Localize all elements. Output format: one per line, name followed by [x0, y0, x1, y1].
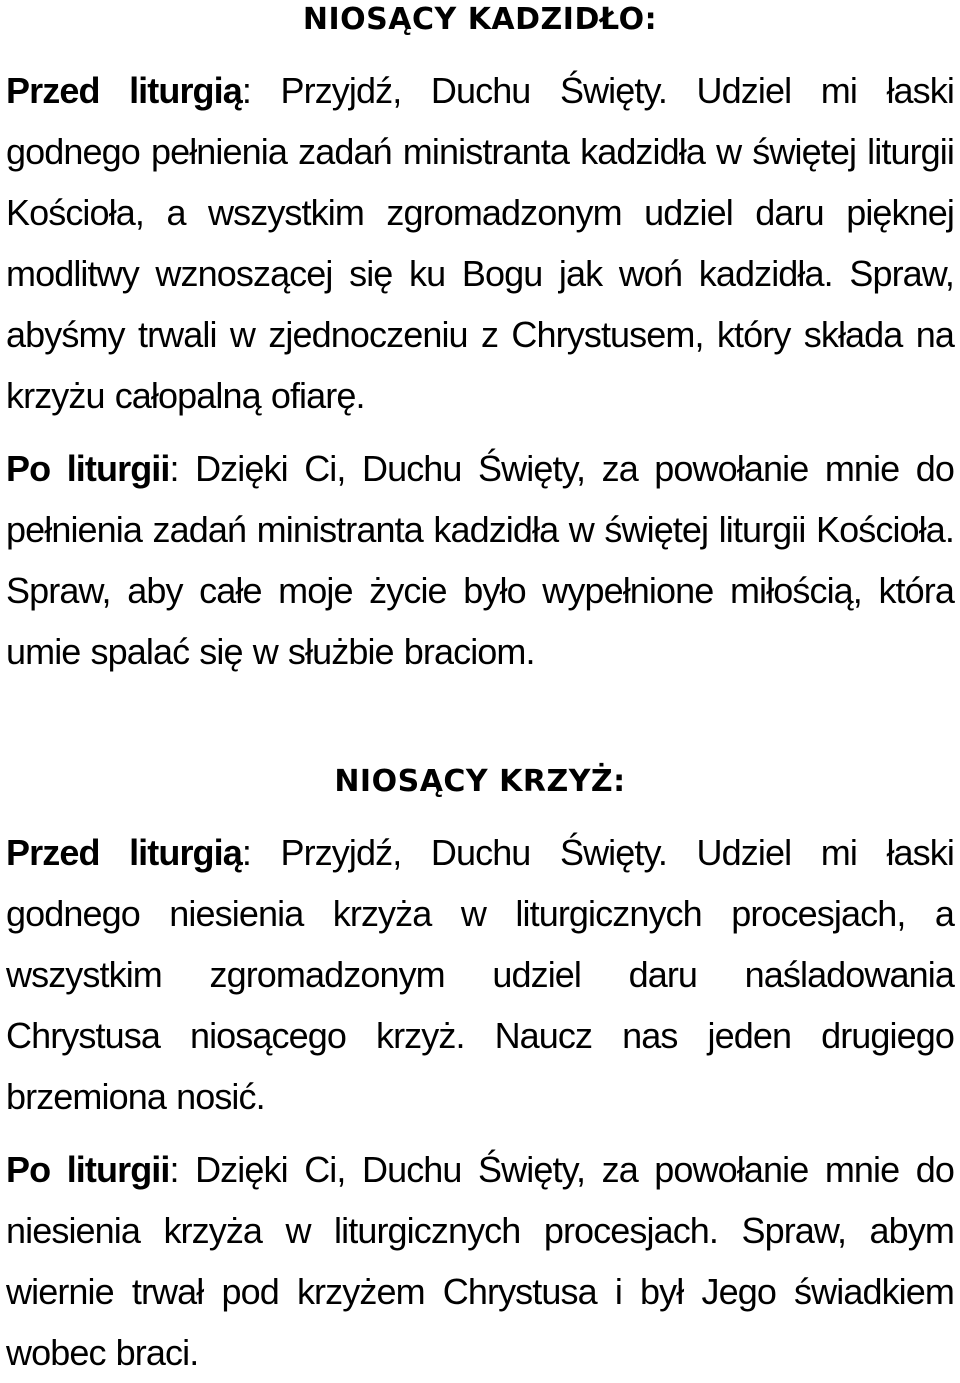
prayer-text: : Przyjdź, Duchu Święty. Udziel mi łaski godnego pełnienia zadań ministranta kadzidła w świętej liturgii Kościoła, a wszystkim zgromadzonym udziel daru pięknej modlitwy wznoszącej się ku Bogu jak woń kadzidła. Spraw, abyśmy trwali w zjednoczeniu z Chrystusem, który składa na krzyżu całopalną ofiarę.: [6, 70, 954, 416]
prayer-text: : Dzięki Ci, Duchu Święty, za powołanie mnie do pełnienia zadań ministranta kadzidła w świętej liturgii Kościoła. Spraw, aby całe moje życie było wypełnione miłością, która umie spalać się w służbie braciom.: [6, 448, 954, 672]
section-heading-kadzidlo: NIOSĄCY KADZIDŁO:: [302, 2, 658, 37]
prayer-after-liturgy-kadzidlo: [6, 438, 954, 682]
prayer-text: : Dzięki Ci, Duchu Święty, za powołanie mnie do niesienia krzyża w liturgicznych procesjach. Spraw, abym wiernie trwał pod krzyżem Chrystusa i był Jego świadkiem wobec braci.: [6, 1149, 954, 1373]
prayer-label: Po liturgii: [6, 1149, 170, 1190]
prayer-before-liturgy-kadzidlo: [6, 60, 954, 426]
prayer-label: Po liturgii: [6, 448, 170, 489]
prayer-label: Przed liturgią: [6, 70, 242, 111]
prayer-before-liturgy-krzyz: [6, 822, 954, 1127]
prayer-after-liturgy-krzyz: [6, 1139, 954, 1383]
prayer-text: : Przyjdź, Duchu Święty. Udziel mi łaski godnego niesienia krzyża w liturgicznych procesjach, a wszystkim zgromadzonym udziel daru naśladowania Chrystusa niosącego krzyż. Naucz nas jeden drugiego brzemiona nosić.: [6, 832, 954, 1117]
section-heading-krzyz: NIOSĄCY KRZYŻ:: [334, 764, 626, 799]
prayer-label: Przed liturgią: [6, 832, 242, 873]
